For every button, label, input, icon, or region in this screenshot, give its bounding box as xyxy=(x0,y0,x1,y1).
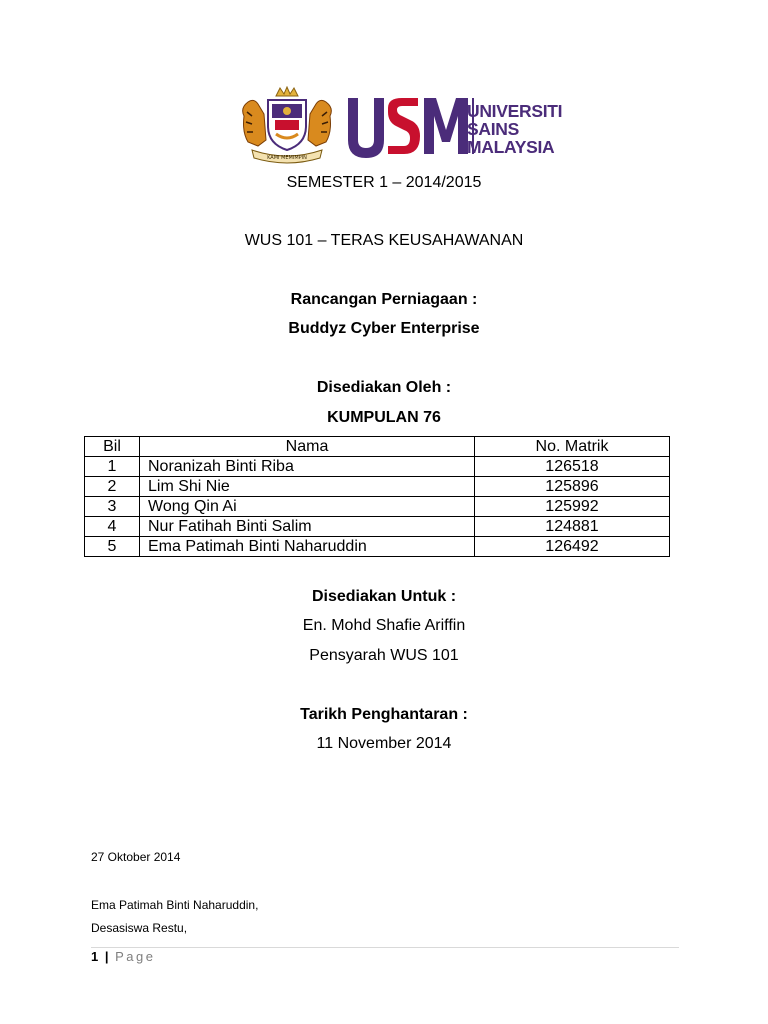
crest-icon xyxy=(238,86,336,164)
university-logo xyxy=(230,84,563,164)
submission-label: Tarikh Penghantaran : xyxy=(300,706,468,723)
university-name-line-3: MALAYSIA xyxy=(467,137,555,157)
members-table xyxy=(84,436,670,557)
cell-nama: Noranizah Binti Riba xyxy=(140,457,475,477)
university-name-line-2: SAINS xyxy=(467,119,519,139)
cell-nama: Ema Patimah Binti Naharuddin xyxy=(140,537,475,557)
course-title: WUS 101 – TERAS KEUSAHAWANAN xyxy=(244,232,524,249)
page-number: 1 xyxy=(91,949,99,964)
table-row xyxy=(85,537,670,557)
submission-date: 11 November 2014 xyxy=(316,735,452,752)
business-name: Buddyz Cyber Enterprise xyxy=(288,320,480,337)
table-row xyxy=(85,517,670,537)
lecturer-name: En. Mohd Shafie Ariffin xyxy=(302,617,466,634)
cell-bil: 5 xyxy=(85,537,140,557)
header-matrik: No. Matrik xyxy=(475,437,670,457)
table-header-row xyxy=(85,437,670,457)
page-label: Page xyxy=(115,949,156,964)
cell-matrik: 125992 xyxy=(475,497,670,517)
cell-matrik: 126492 xyxy=(475,537,670,557)
cell-matrik: 126518 xyxy=(475,457,670,477)
plan-label: Rancangan Perniagaan : xyxy=(290,291,478,308)
group-name: KUMPULAN 76 xyxy=(327,409,441,426)
letter-sender: Ema Patimah Binti Naharuddin, xyxy=(91,898,259,912)
crest-motto: KAMI MEMIMPIN xyxy=(267,155,307,161)
cell-nama: Nur Fatihah Binti Salim xyxy=(140,517,475,537)
prepared-by-label: Disediakan Oleh : xyxy=(316,379,452,396)
lecturer-title: Pensyarah WUS 101 xyxy=(309,647,459,664)
cell-bil: 1 xyxy=(85,457,140,477)
prepared-for-label: Disediakan Untuk : xyxy=(311,588,457,605)
cell-bil: 4 xyxy=(85,517,140,537)
cell-nama: Wong Qin Ai xyxy=(140,497,475,517)
table-row xyxy=(85,457,670,477)
letter-date: 27 Oktober 2014 xyxy=(91,850,181,864)
table-row xyxy=(85,497,670,517)
page-footer xyxy=(91,949,156,965)
university-name-line-1: UNIVERSITI xyxy=(467,101,563,121)
cell-bil: 3 xyxy=(85,497,140,517)
semester-line: SEMESTER 1 – 2014/2015 xyxy=(286,174,482,191)
cell-matrik: 125896 xyxy=(475,477,670,497)
letter-address: Desasiswa Restu, xyxy=(91,921,188,935)
cell-matrik: 124881 xyxy=(475,517,670,537)
table-row xyxy=(85,477,670,497)
university-name xyxy=(467,101,563,157)
page-separator: | xyxy=(104,949,109,964)
header-nama: Nama xyxy=(140,437,475,457)
header-bil: Bil xyxy=(85,437,140,457)
cell-bil: 2 xyxy=(85,477,140,497)
footer-divider xyxy=(91,947,679,948)
cell-nama: Lim Shi Nie xyxy=(140,477,475,497)
